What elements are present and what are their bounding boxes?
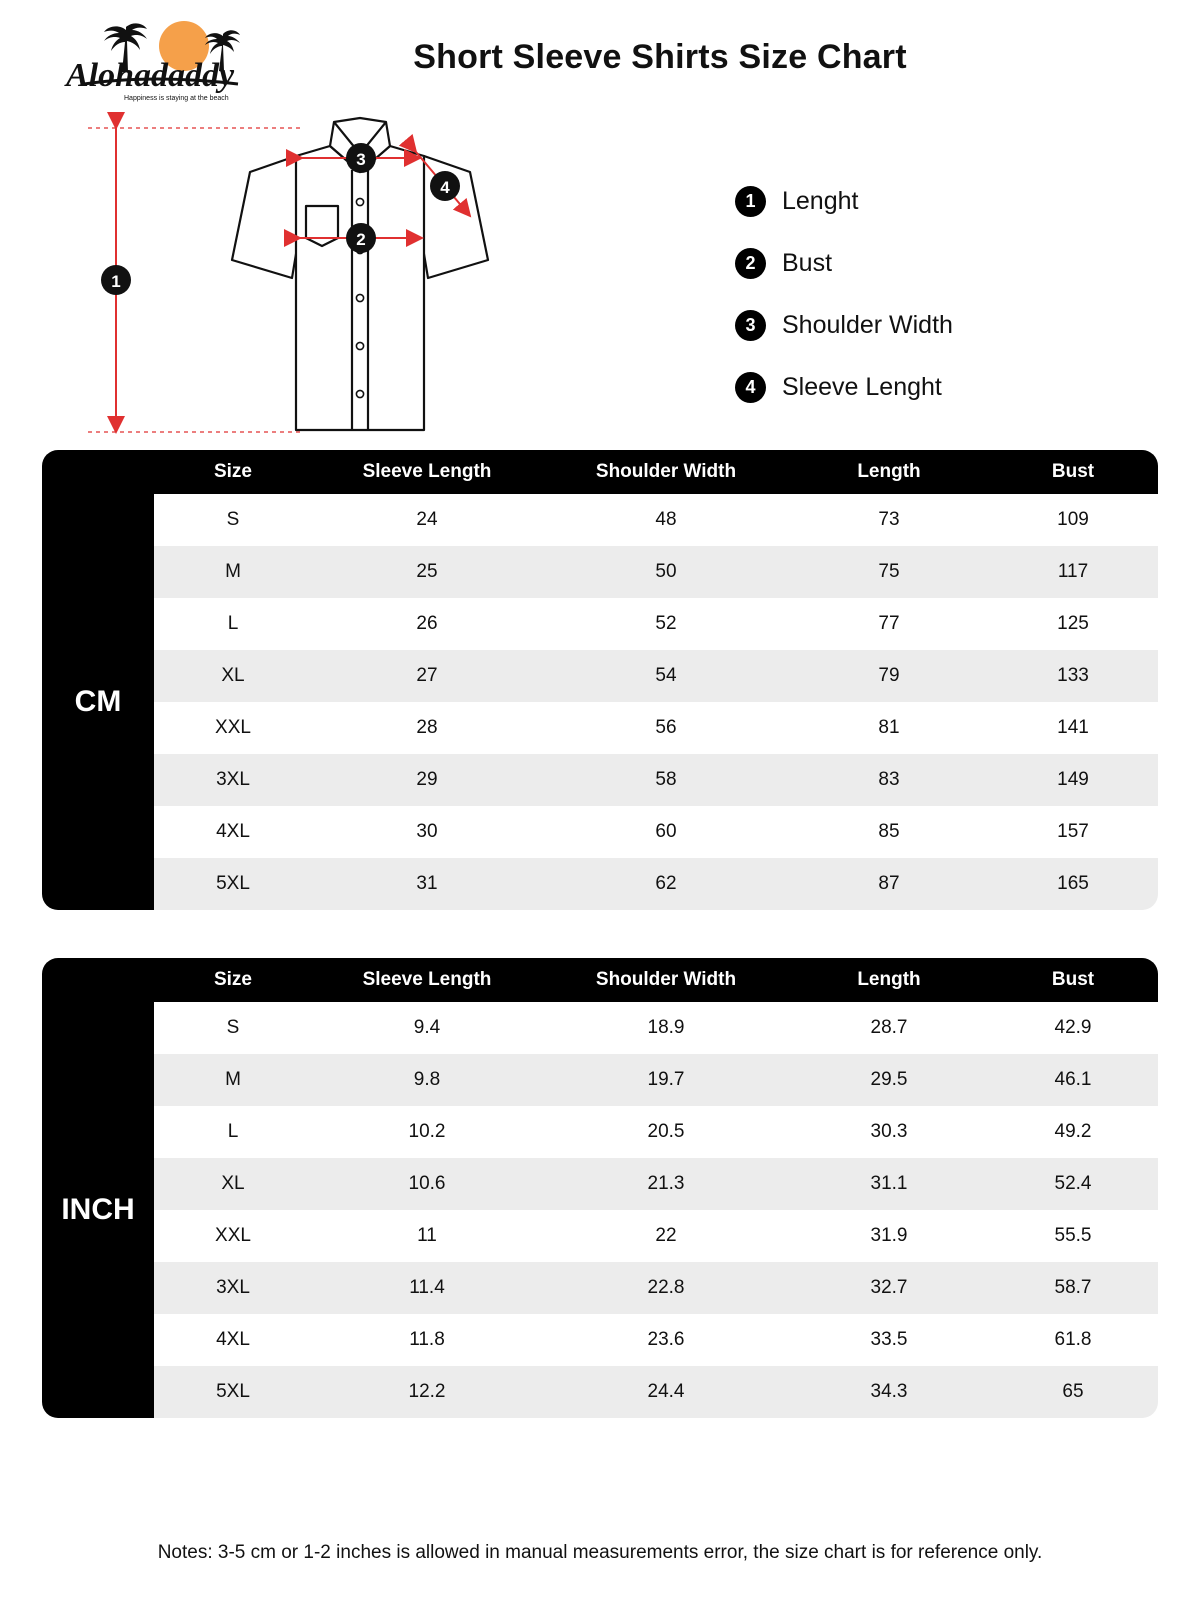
cell-sleeve-length: 29 [312,754,542,806]
diagram-legend [735,170,1155,418]
cell-sleeve-length: 10.2 [312,1106,542,1158]
cell-sleeve-length: 26 [312,598,542,650]
unit-header [42,958,154,1002]
legend-marker-2: 2 [735,248,766,279]
cell-shoulder-width: 22.8 [542,1262,790,1314]
cell-shoulder-width: 24.4 [542,1366,790,1418]
table-row [42,702,1158,754]
cell-bust: 55.5 [988,1210,1158,1262]
legend-label-4: Sleeve Lenght [782,372,942,401]
cell-shoulder-width: 48 [542,494,790,546]
legend-item-length [735,170,1155,232]
cell-shoulder-width: 22 [542,1210,790,1262]
cell-sleeve-length: 11.8 [312,1314,542,1366]
cell-length: 73 [790,494,988,546]
cell-sleeve-length: 28 [312,702,542,754]
cell-shoulder-width: 58 [542,754,790,806]
cell-size: L [154,1106,312,1158]
measurement-notes: Notes: 3-5 cm or 1-2 inches is allowed in manual measurements error, the size chart is for reference only. [157,1542,1043,1563]
cell-shoulder-width: 50 [542,546,790,598]
col-header-shoulder-width: Shoulder Width [542,450,790,494]
cell-length: 32.7 [790,1262,988,1314]
table-row [42,650,1158,702]
cell-bust: 157 [988,806,1158,858]
col-header-size: Size [154,450,312,494]
col-header-size: Size [154,958,312,1002]
table-row [42,1158,1158,1210]
cell-size: XL [154,650,312,702]
cell-length: 31.1 [790,1158,988,1210]
table-row [42,754,1158,806]
legend-item-shoulder-width [735,294,1155,356]
cell-length: 75 [790,546,988,598]
brand-name: Alohadaddy [66,57,235,94]
cell-bust: 46.1 [988,1054,1158,1106]
cell-bust: 165 [988,858,1158,910]
legend-label-2: Bust [782,248,833,277]
table-row [42,1210,1158,1262]
table-row [42,858,1158,910]
unit-label-inch: INCH [42,1002,154,1418]
cell-size: 5XL [154,858,312,910]
table-row [42,1106,1158,1158]
legend-label-1: Lenght [782,186,859,215]
legend-label-3: Shoulder Width [782,310,953,339]
brand-tagline: Happiness is staying at the beach [124,95,229,102]
legend-marker-4: 4 [735,372,766,403]
cell-size: L [154,598,312,650]
cell-bust: 42.9 [988,1002,1158,1054]
col-header-bust: Bust [988,450,1158,494]
cell-size: S [154,494,312,546]
cell-length: 29.5 [790,1054,988,1106]
cell-bust: 58.7 [988,1262,1158,1314]
col-header-sleeve-length: Sleeve Length [312,958,542,1002]
cell-size: XXL [154,702,312,754]
cell-shoulder-width: 52 [542,598,790,650]
table-header-row [42,450,1158,494]
inch-table-block [42,958,1158,1418]
cell-sleeve-length: 25 [312,546,542,598]
cell-bust: 65 [988,1366,1158,1418]
cell-size: 5XL [154,1366,312,1418]
table-header-row [42,958,1158,1002]
table-row [42,598,1158,650]
cell-size: XL [154,1158,312,1210]
size-table-cm [42,450,1158,910]
cell-sleeve-length: 11.4 [312,1262,542,1314]
cell-bust: 49.2 [988,1106,1158,1158]
cell-sleeve-length: 30 [312,806,542,858]
svg-text:4: 4 [440,178,450,197]
table-row [42,1366,1158,1418]
shirt-illustration [0,110,720,450]
cell-sleeve-length: 12.2 [312,1366,542,1418]
col-header-length: Length [790,450,988,494]
page-title: Short Sleeve Shirts Size Chart [413,38,907,76]
cell-shoulder-width: 62 [542,858,790,910]
cell-length: 85 [790,806,988,858]
cell-size: 4XL [154,1314,312,1366]
svg-text:1: 1 [111,272,121,291]
cell-length: 87 [790,858,988,910]
cell-length: 34.3 [790,1366,988,1418]
svg-text:2: 2 [356,230,366,249]
cell-bust: 117 [988,546,1158,598]
col-header-sleeve-length: Sleeve Length [312,450,542,494]
legend-marker-1: 1 [735,186,766,217]
cell-length: 33.5 [790,1314,988,1366]
cell-bust: 141 [988,702,1158,754]
cell-sleeve-length: 24 [312,494,542,546]
cell-shoulder-width: 18.9 [542,1002,790,1054]
table-row [42,494,1158,546]
size-table-inch [42,958,1158,1418]
unit-header [42,450,154,494]
cell-sleeve-length: 31 [312,858,542,910]
cell-shoulder-width: 60 [542,806,790,858]
table-row [42,1002,1158,1054]
cell-length: 81 [790,702,988,754]
unit-label-cm: CM [42,494,154,910]
cell-length: 83 [790,754,988,806]
measurement-diagram [0,110,1200,450]
cell-shoulder-width: 19.7 [542,1054,790,1106]
table-row [42,806,1158,858]
cell-sleeve-length: 10.6 [312,1158,542,1210]
table-row [42,1054,1158,1106]
cell-shoulder-width: 20.5 [542,1106,790,1158]
cell-size: S [154,1002,312,1054]
cell-bust: 133 [988,650,1158,702]
legend-marker-3: 3 [735,310,766,341]
table-row [42,1262,1158,1314]
cell-sleeve-length: 9.4 [312,1002,542,1054]
cell-length: 79 [790,650,988,702]
legend-item-sleeve-length [735,356,1155,418]
cell-bust: 109 [988,494,1158,546]
cell-shoulder-width: 21.3 [542,1158,790,1210]
cell-sleeve-length: 9.8 [312,1054,542,1106]
cell-size: 4XL [154,806,312,858]
table-row [42,1314,1158,1366]
cm-table-block [42,450,1158,910]
cell-bust: 52.4 [988,1158,1158,1210]
page-header [0,0,1200,110]
col-header-length: Length [790,958,988,1002]
cell-length: 28.7 [790,1002,988,1054]
cell-shoulder-width: 56 [542,702,790,754]
cell-size: M [154,546,312,598]
cell-size: XXL [154,1210,312,1262]
col-header-shoulder-width: Shoulder Width [542,958,790,1002]
legend-item-bust [735,232,1155,294]
cell-bust: 61.8 [988,1314,1158,1366]
cell-shoulder-width: 23.6 [542,1314,790,1366]
table-row [42,546,1158,598]
svg-text:3: 3 [356,150,366,169]
cell-shoulder-width: 54 [542,650,790,702]
cell-bust: 149 [988,754,1158,806]
col-header-bust: Bust [988,958,1158,1002]
cell-sleeve-length: 27 [312,650,542,702]
cell-size: 3XL [154,754,312,806]
cell-length: 77 [790,598,988,650]
cell-length: 31.9 [790,1210,988,1262]
cell-size: 3XL [154,1262,312,1314]
cell-length: 30.3 [790,1106,988,1158]
cell-bust: 125 [988,598,1158,650]
cell-sleeve-length: 11 [312,1210,542,1262]
cell-size: M [154,1054,312,1106]
